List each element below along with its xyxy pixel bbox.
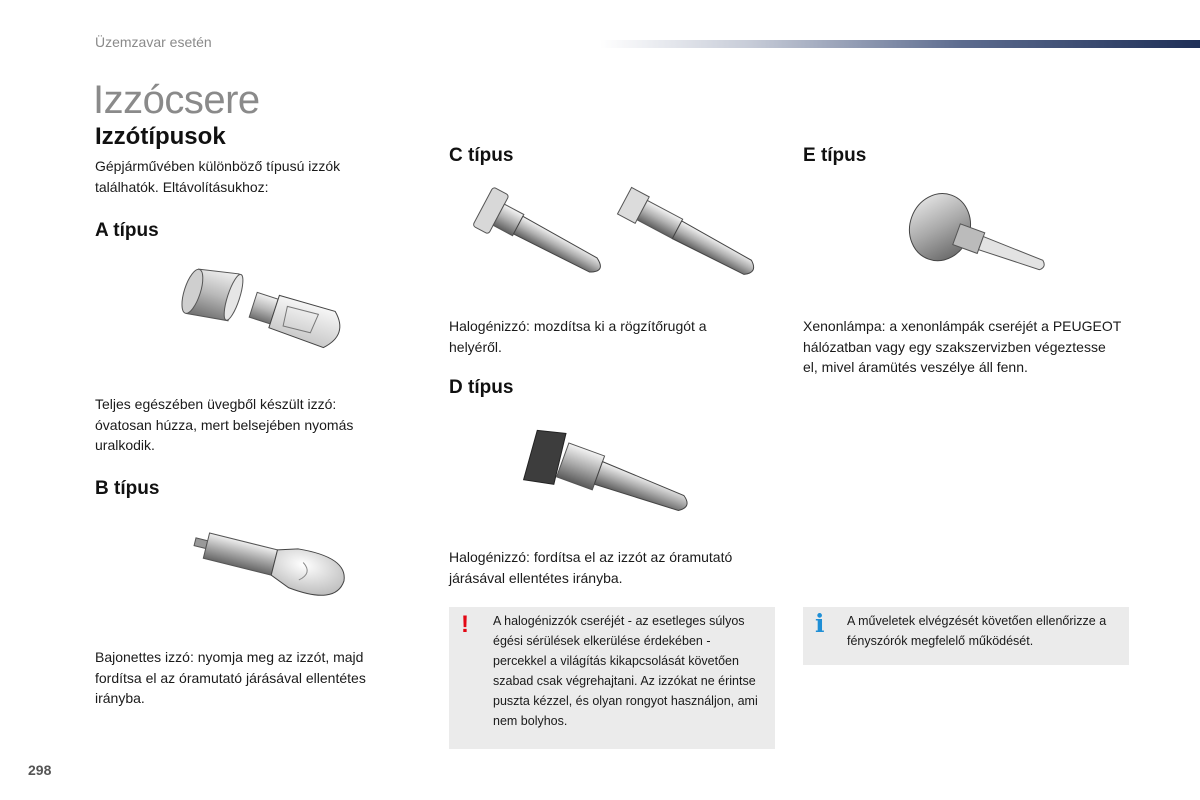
info-text: A műveletek elvégzését követően ellenőrizze a fényszórók megfelelő működését. <box>847 614 1107 648</box>
section-label: Üzemzavar esetén <box>95 34 212 50</box>
heading-type-c: C típus <box>449 145 514 166</box>
warning-icon: ! <box>461 611 469 638</box>
text-type-e: Xenonlámpa: a xenonlámpák cseréjét a PEUGEOT hálózatban vagy egy szakszervizben végeztesse el, mivel áramütés veszélye áll fenn. <box>803 318 1122 375</box>
text-type-a: Teljes egészében üvegből készült izzó: óvatosan húzza, mert belsejében nyomás uralkodik. <box>95 396 354 453</box>
intro-text: Gépjárművében különböző típusú izzók találhatók. Eltávolításukhoz: <box>95 158 341 195</box>
bulb-type-c-illustration <box>460 188 770 308</box>
section-subtitle: Izzótípusok <box>95 123 226 150</box>
heading-type-d: D típus <box>449 377 514 398</box>
bulb-type-d-illustration <box>515 425 715 535</box>
text-type-b: Bajonettes izzó: nyomja meg az izzót, majd fordítsa el az óramutató járásával ellentétes irányba. <box>95 649 366 706</box>
page-title: Izzócsere <box>93 78 260 122</box>
page-number: 298 <box>28 762 52 778</box>
bulb-type-a-illustration <box>165 262 365 372</box>
warning-text: A halogénizzók cseréjét - az esetleges súlyos égési sérülések elkerülése érdekében - percekkel a világítás kikapcsolását követően szabad csak végrehajtani. Az izzókat ne érintse puszta kézzel, és olyan rongyot használjon, ami nem bolyhos. <box>493 614 758 728</box>
warning-note <box>449 607 775 749</box>
info-note <box>803 607 1129 665</box>
heading-type-a: A típus <box>95 220 159 241</box>
text-type-d: Halogénizzó: fordítsa el az izzót az óramutató járásával ellentétes irányba. <box>449 549 733 586</box>
bulb-type-b-illustration <box>180 535 360 625</box>
text-type-c: Halogénizzó: mozdítsa ki a rögzítőrugót a helyéről. <box>449 318 707 355</box>
info-icon: i <box>815 609 825 638</box>
bulb-type-e-illustration <box>895 190 1055 295</box>
heading-type-b: B típus <box>95 478 160 499</box>
header-gradient-bar <box>600 40 1200 48</box>
heading-type-e: E típus <box>803 145 867 166</box>
